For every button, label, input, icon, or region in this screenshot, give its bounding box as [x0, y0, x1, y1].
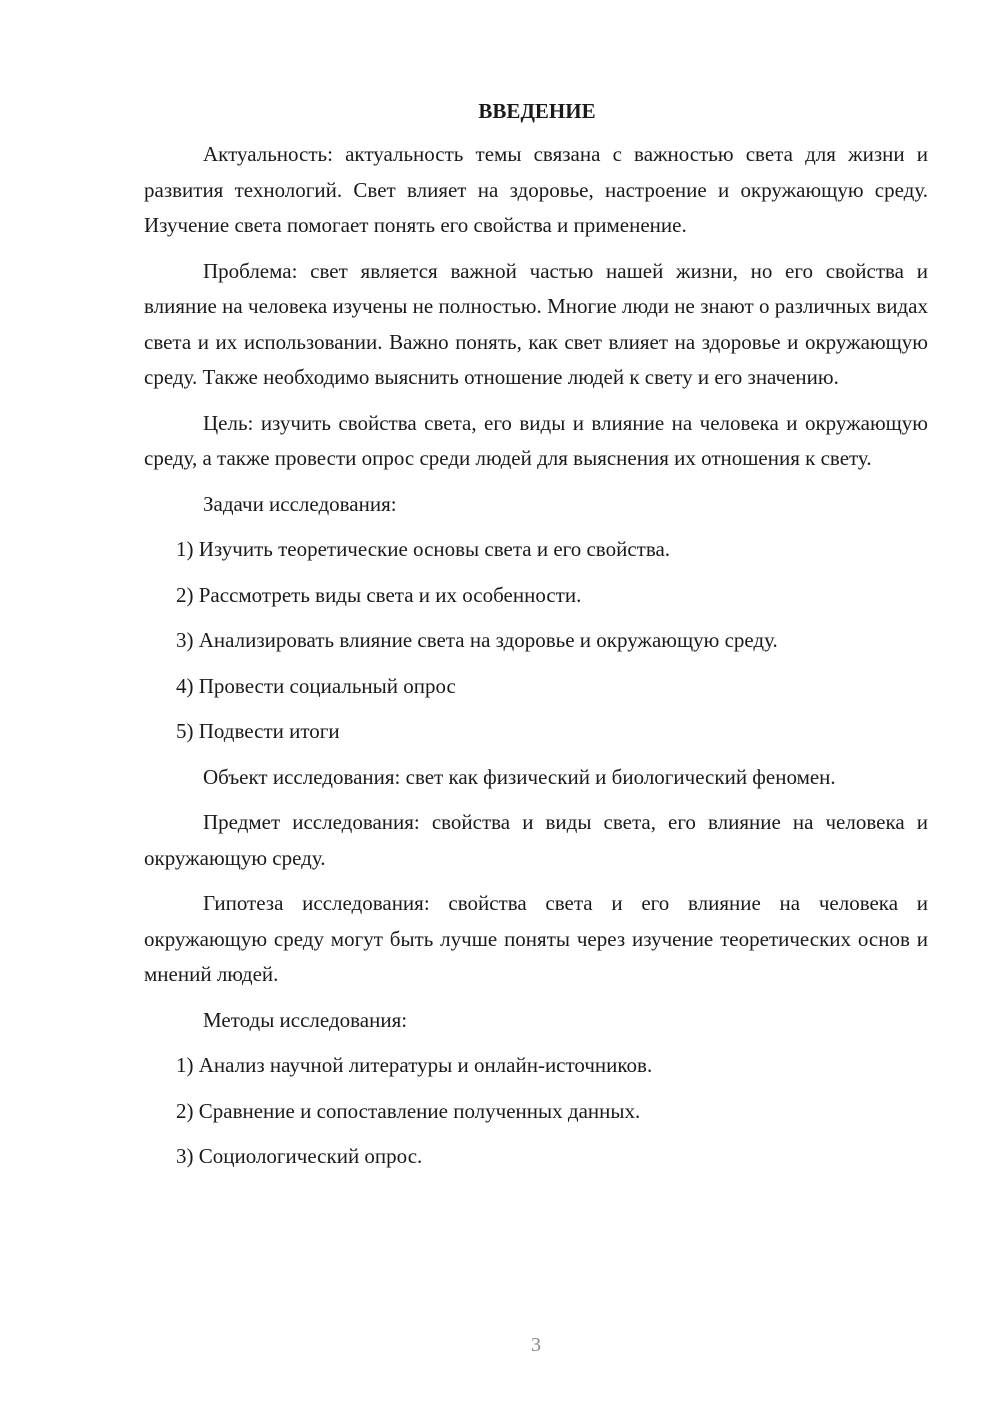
method-item: 2) Сравнение и сопоставление полученных данных. — [176, 1098, 641, 1123]
hypothesis-paragraph: Гипотеза исследования: свойства света и его влияние на человека и окружающую среду могут быть лучше поняты через изучение теоретических основ и мнений людей. — [144, 891, 928, 986]
task-item: 1) Изучить теоретические основы света и его свойства. — [176, 537, 671, 561]
subject-paragraph: Предмет исследования: свойства и виды света, его влияние на человека и окружающую среду. — [144, 810, 928, 870]
task-item: 2) Рассмотреть виды света и их особенности. — [176, 582, 582, 607]
goal-paragraph: Цель: изучить свойства света, его виды и влияние на человека и окружающую среду, а также провести опрос среди людей для выяснения их отношения к свету. — [144, 410, 928, 470]
section-title: ВВЕДЕНИЕ — [478, 99, 596, 123]
page-number: 3 — [531, 1334, 541, 1356]
problem-paragraph: Проблема: свет является важной частью нашей жизни, но его свойства и влияние на человека изучены не полностью. Многие люди не знают о различных видах света и их использовании. Важно понять, как свет влияет на здоровье и окружающую среду. Также необходимо выяснить отношение людей к свету и его значению. — [144, 258, 928, 389]
tasks-heading: Задачи исследования: — [203, 491, 397, 516]
method-item: 1) Анализ научной литературы и онлайн-источников. — [176, 1053, 653, 1077]
task-item: 4) Провести социальный опрос — [176, 673, 456, 698]
relevance-paragraph: Актуальность: актуальность темы связана с важностью света для жизни и развития технологий. Свет влияет на здоровье, настроение и окружающую среду. Изучение света помогает понять его свойства и применение. — [144, 142, 928, 237]
task-item: 5) Подвести итоги — [176, 719, 340, 743]
document-page — [144, 95, 928, 1185]
methods-heading: Методы исследования: — [203, 1007, 408, 1032]
object-paragraph: Объект исследования: свет как физический и биологический феномен. — [203, 764, 836, 789]
task-item: 3) Анализировать влияние света на здоровье и окружающую среду. — [176, 628, 778, 652]
method-item: 3) Социологический опрос. — [176, 1144, 423, 1168]
